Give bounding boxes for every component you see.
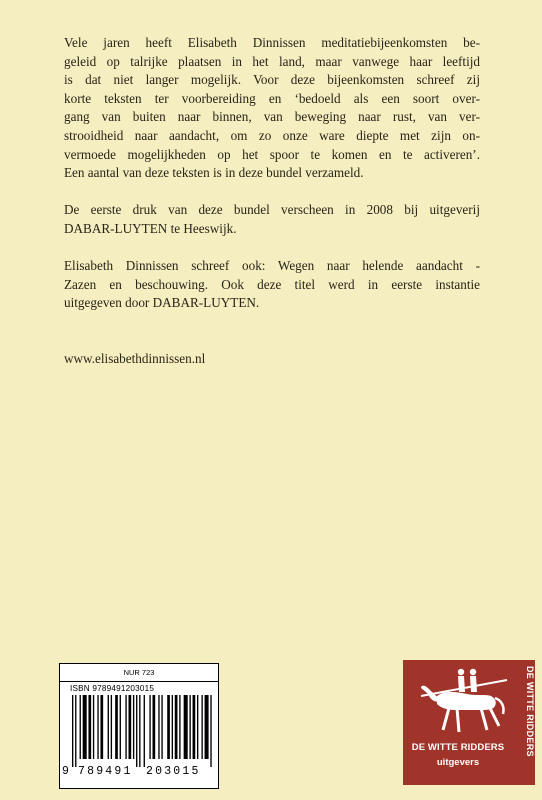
barcode-bar [83,695,87,759]
text-line: strooidheid naar aandacht, om zo onze ware diepte met zijn on- [64,127,480,143]
ean-first-digit: 9 [62,765,69,778]
author-website [64,350,480,369]
knights-on-horse-icon [415,666,511,738]
barcode-bar [172,695,173,759]
blurb-paragraph-1 [64,34,480,183]
barcode-bar [88,695,91,759]
barcode-bar [175,695,178,759]
barcode-bars [66,695,212,767]
text-line: Zazen en beschouwing. Ook deze titel werd in eerste instantie [64,276,480,292]
text-line: uitgegeven door DABAR-LUYTEN. [64,295,260,311]
barcode-bar [100,695,103,759]
barcode-bar [108,695,109,759]
barcode-bar [80,695,81,759]
publisher-vertical-name: DE WITTE RIDDERS [525,666,535,757]
barcode-bar [153,695,156,759]
text-line: De eerste druk van deze bundel verscheen in 2008 bij uitgeverij [64,202,480,218]
barcode-bar [201,695,202,759]
blurb-paragraph-2 [64,201,480,238]
barcode-bar [193,695,196,759]
text-line: gang van buiten naar binnen, van beweging naar rust, van ver- [64,109,480,125]
barcode-bar [161,695,162,759]
isbn-barcode [59,663,219,789]
text-line: vermoede mogelijkheden op het spoor te komen en te activeren’. [64,146,480,162]
text-line: Vele jaren heeft Elisabeth Dinnissen meditatiebijeenkomsten be- [64,35,480,50]
barcode-bar [115,695,118,759]
isbn-label: ISBN 9789491203015 [70,684,155,693]
barcode-bar [93,695,94,759]
ean-right-digits: 203015 [146,765,201,778]
barcode-bar [189,695,190,759]
publisher-subtitle: uitgevers [436,757,480,768]
ean-left-digits: 789491 [78,765,133,778]
barcode-bar [133,695,134,759]
barcode-bar [120,695,121,759]
barcode-bar [210,695,211,767]
blurb-text [64,34,480,387]
barcode-bar [158,695,159,759]
barcode-bar [97,695,98,759]
website-link[interactable]: www.elisabethdinnissen.nl [64,350,206,366]
barcode-bar [205,695,209,759]
text-line: Elisabeth Dinnissen schreef ook: Wegen naar helende aandacht - [64,258,480,274]
barcode-bar [144,695,145,767]
barcode-bar [197,695,198,759]
barcode-bar [136,695,137,767]
publisher-name: DE WITTE RIDDERS [411,742,505,753]
blurb-paragraph-3 [64,257,480,313]
barcode-bar [72,695,73,767]
barcode-bar [111,695,112,759]
text-line: is dat niet langer mogelijk. Voor deze bijeenkomsten schreef zij [64,72,480,88]
barcode-bar [75,695,76,767]
barcode-bar [139,695,140,767]
barcode-bar [167,695,170,759]
text-line: korte teksten ter voorbereiding en ‘bedoeld als een soort over- [64,90,480,106]
barcode-bar [129,695,132,759]
nur-code: NUR 723 [60,664,218,682]
publisher-logo-block [403,660,535,785]
barcode-bar [125,695,126,759]
text-line: Een aantal van deze teksten is in deze bundel verzameld. [64,165,364,181]
barcode-bar [179,695,180,759]
text-line: DABAR-LUYTEN te Heeswijk. [64,220,237,236]
text-line: geleid op talrijke plaatsen in het land, maar vanwege haar leeftijd [64,53,480,69]
barcode-bar [149,695,150,759]
barcode-bar [184,695,188,759]
